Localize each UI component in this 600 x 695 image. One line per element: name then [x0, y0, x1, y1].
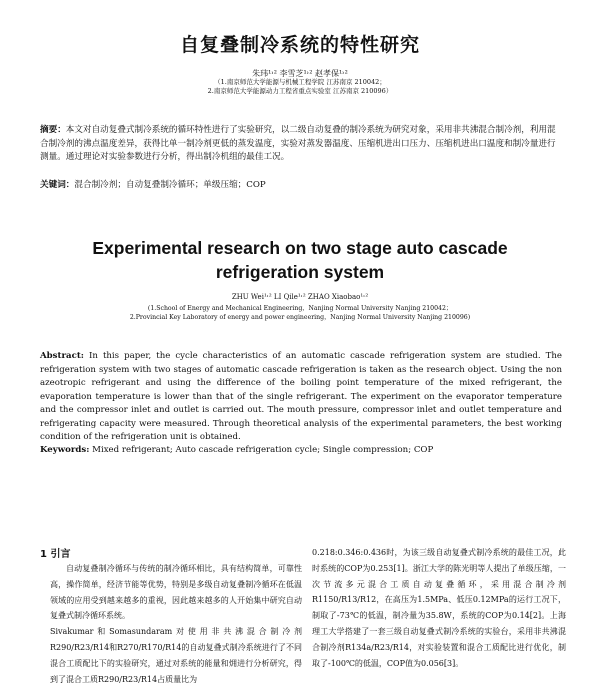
english-affiliations	[0, 304, 600, 322]
chinese-title: 自复叠制冷系统的特性研究	[179, 34, 420, 56]
english-keywords-text: Mixed refrigerant; Auto cascade refrigeration cycle; Single compression; COP	[92, 445, 434, 455]
english-authors: ZHU Wei¹˒² LI Qile¹˒² ZHAO Xiaobao¹˒²	[231, 293, 369, 301]
chinese-affiliation-line: 2.南京师范大学能源动力工程省重点实验室 江苏南京 210096）	[207, 87, 393, 95]
chinese-abstract-text: 本文对自动复叠式制冷系统的循环特性进行了实验研究，以二级自动复叠的制冷系统为研究对象，采用非共沸混合制冷剂，利用混合制冷剂的沸点温度差异，获得比单一制冷剂更低的蒸发温度，实验对蒸发器温度、压缩机进出口压力、压缩机进出口温度和制冷量进行测量。通过理论对实验参数进行分析，得出制冷机组的最佳工况。	[40, 125, 556, 163]
english-abstract-label: Abstract:	[40, 351, 84, 361]
chinese-affiliation-line: （1.南京师范大学能源与机械工程学院 江苏南京 210042；	[214, 78, 386, 86]
body-paragraph: 自动复叠制冷循环与传统的制冷循环相比，具有结构简单，可靠性高，操作简单，经济节能等优势，特别是多级自动复叠制冷循环在低温领域的应用受到越来越多的重视，因此越来越多的人开始集中研究自动复叠式制冷循环系统。	[50, 564, 302, 621]
english-keywords-label: Keywords:	[40, 445, 90, 455]
english-title: Experimental research on two stage auto cascade refrigeration system	[92, 238, 508, 282]
chinese-keywords-label: 关键词：	[40, 180, 75, 190]
body-paragraph: 0.218:0.346:0.436时，为该三级自动复叠式制冷系统的最佳工况，此时系统的COP为0.253[1]。浙江大学的陈光明等人提出了单级压缩，一次节流多元混合工质自动复叠循环，采用混合制冷剂R1150/R13/R12，在高压为1.5MPa、低压0.12MPa的运行工况下，制取了-73℃的低温，制冷量为35.8W，系统的COP为0.14[2]。上海理工大学搭建了一套三级自动复叠式制冷系统的实验台，采用非共沸混合制冷剂R134a/R23/R14，对实验装置和混合工质配比进行优化，制取了-100℃的低温，COP值为0.056[3]。	[312, 548, 566, 668]
section-heading-introduction: 1 引言	[40, 549, 71, 560]
body-column-right	[312, 545, 566, 671]
chinese-affiliations	[0, 78, 600, 96]
body-column-left	[50, 561, 302, 687]
english-affiliation-line: (1.School of Energy and Mechanical Engineering，Nanjing Normal University Nanjing 210042；	[147, 305, 453, 312]
english-abstract	[40, 350, 562, 445]
chinese-keywords	[40, 178, 560, 190]
chinese-keywords-text: 混合制冷剂；自动复叠制冷循环；单级压缩；COP	[74, 180, 266, 190]
chinese-abstract	[40, 124, 560, 165]
chinese-abstract-label: 摘要：	[40, 125, 66, 135]
body-paragraph: Sivakumar和Somasundaram对使用非共沸混合制冷剂R290/R23/R14和R270/R170/R14的自动复叠式制冷系统进行了不同混合工质配比下的实验研究，通过对系统的能量和㶲进行分析研究，得到了混合工质R290/R23/R14占质量比为	[50, 627, 302, 684]
english-abstract-text: In this paper, the cycle characteristics of an automatic cascade refrigeration system are studied. The refrigeration system with two stages of automatic cascade refrigeration is taken as the research object. Using the non azeotropic refrigerant and using the difference of the boiling point temperature of the mixed refrigerant, the evaporation temperature is lower than that of the single refrigerant. The experiment on the evaporator temperature and the compressor inlet and outlet is carried out. The mouth pressure, compressor inlet and outlet temperature and refrigerating capacity were measured. Through theoretical analysis of the experimental parameters, the best working condition of the refrigeration unit is obtained.	[40, 351, 563, 442]
chinese-authors: 朱玮¹˒² 李雪芝¹˒² 赵孝保¹˒²	[252, 69, 348, 78]
english-affiliation-line: 2.Provincial Key Laboratory of energy and power engineering，Nanjing Normal University Nanjing 210096)	[129, 314, 471, 321]
english-keywords	[40, 445, 560, 455]
